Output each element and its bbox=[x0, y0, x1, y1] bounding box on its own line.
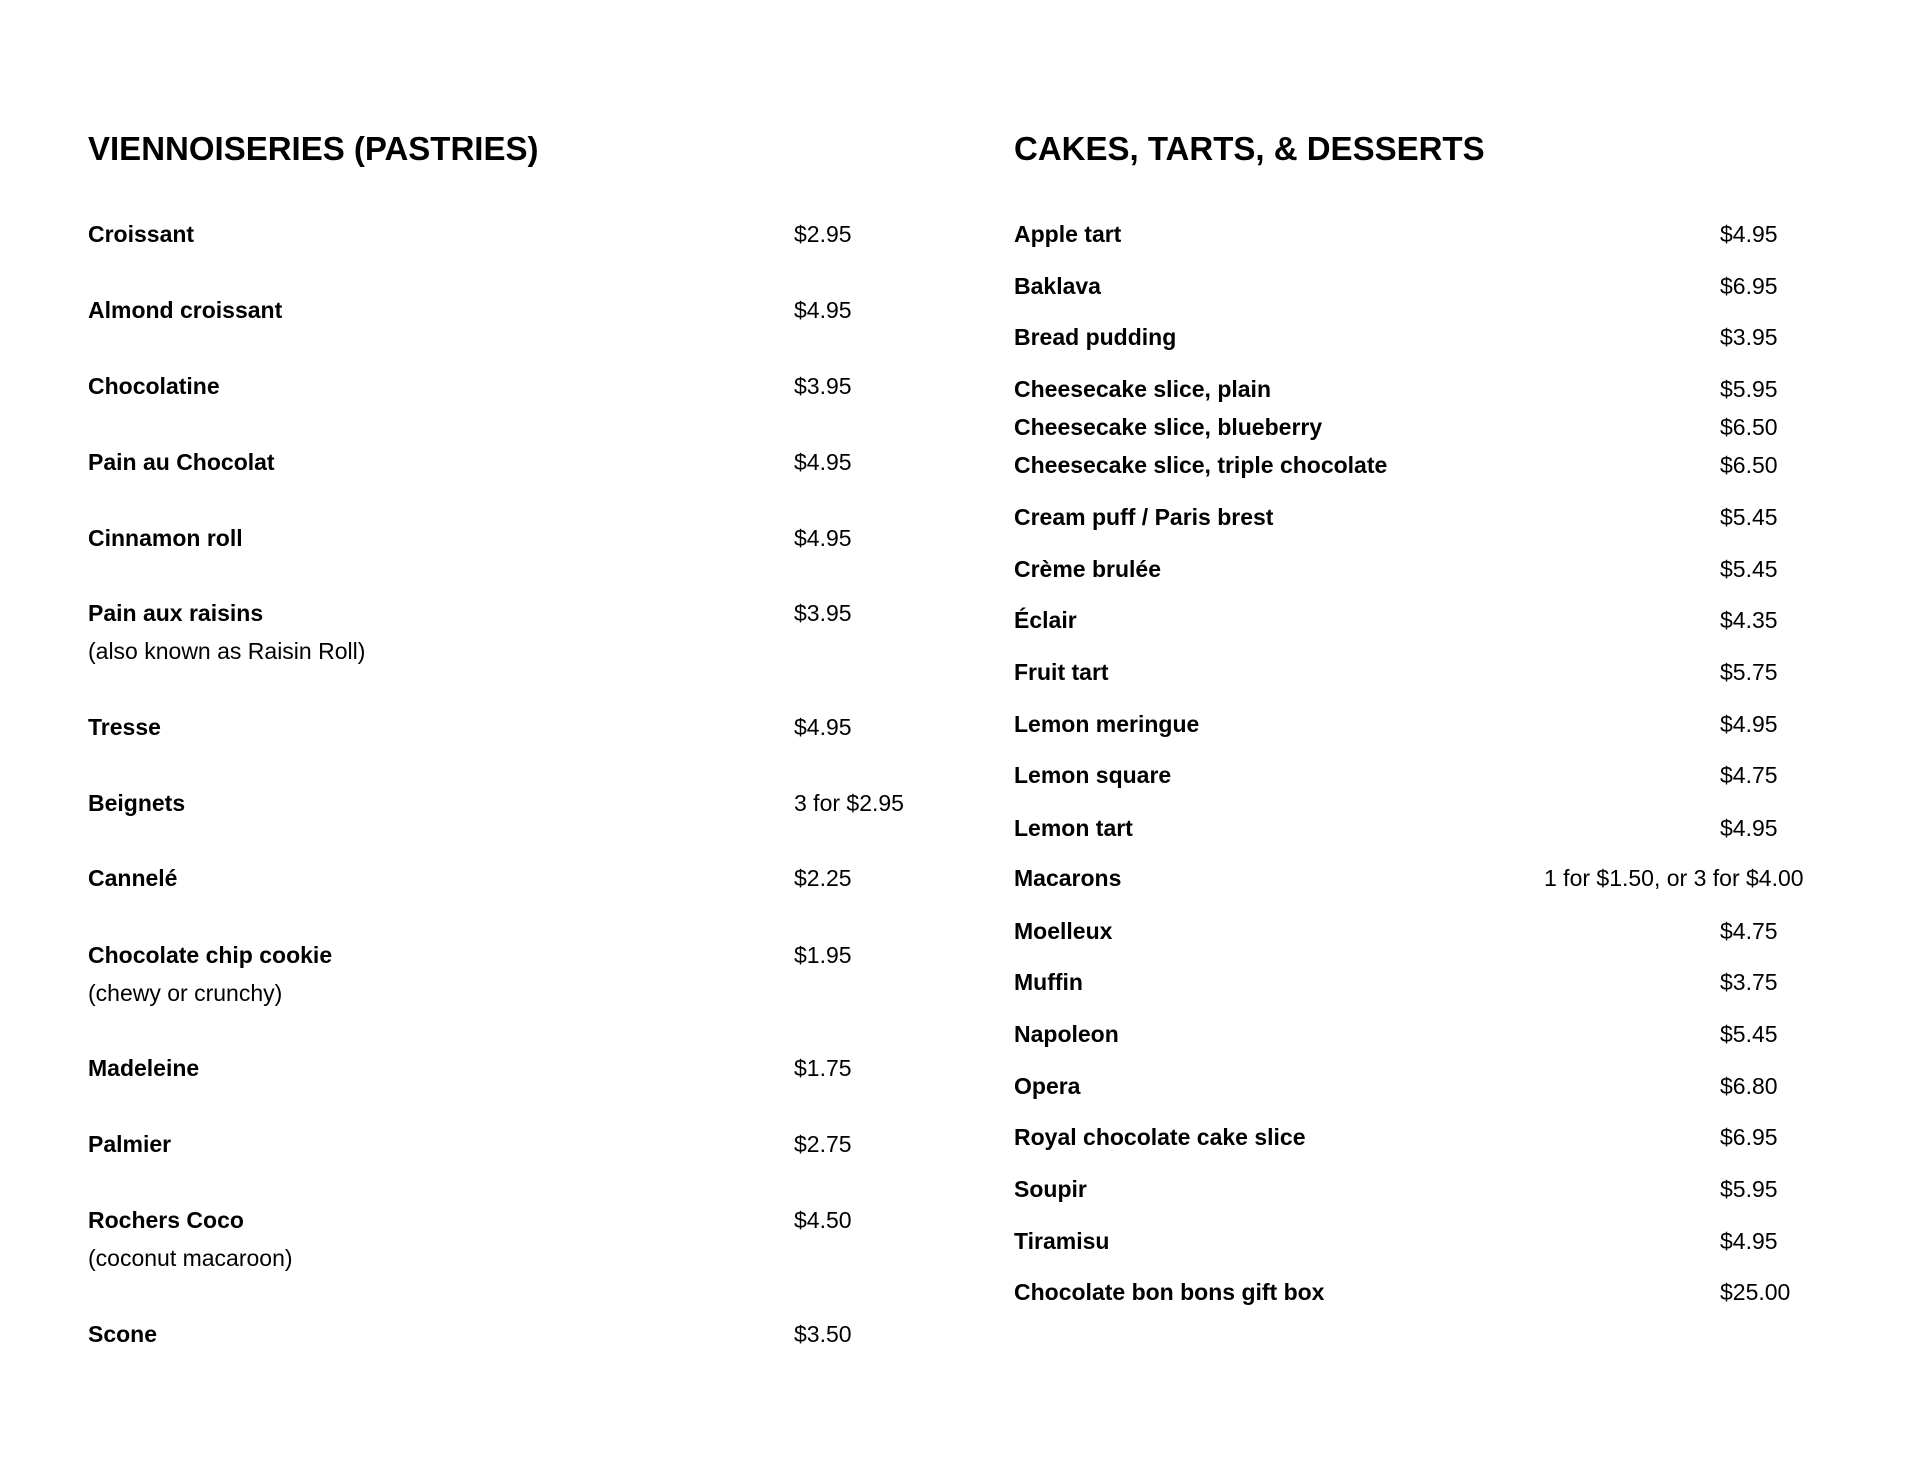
item-price: $5.45 bbox=[1720, 1021, 1778, 1047]
item-price: $4.95 bbox=[1720, 711, 1778, 737]
item-price: $25.00 bbox=[1720, 1279, 1791, 1305]
item-price: $3.75 bbox=[1720, 969, 1778, 995]
item-name: Cinnamon roll bbox=[88, 525, 243, 551]
item-name: Scone bbox=[88, 1321, 158, 1347]
menu-item bbox=[88, 598, 263, 628]
menu-item bbox=[88, 1205, 244, 1235]
item-name: Cheesecake slice, blueberry bbox=[1014, 414, 1323, 440]
menu-item bbox=[1014, 502, 1273, 532]
menu-item bbox=[1014, 450, 1387, 480]
menu-item bbox=[1014, 916, 1112, 946]
item-price: $6.95 bbox=[1720, 273, 1778, 299]
item-name: Croissant bbox=[88, 221, 195, 247]
menu-item bbox=[88, 1129, 171, 1159]
item-name: Muffin bbox=[1014, 969, 1083, 995]
menu-item bbox=[88, 447, 275, 477]
item-name: Chocolate chip cookie bbox=[88, 942, 333, 968]
item-name: Tresse bbox=[88, 714, 161, 740]
item-price: $2.25 bbox=[794, 865, 852, 891]
menu-item bbox=[1014, 709, 1199, 739]
item-name: Lemon meringue bbox=[1014, 711, 1200, 737]
item-name: Opera bbox=[1014, 1073, 1081, 1099]
item-name: Cheesecake slice, plain bbox=[1014, 376, 1271, 402]
menu-item bbox=[1014, 1122, 1306, 1152]
item-price: $4.95 bbox=[794, 449, 852, 475]
menu-item bbox=[88, 788, 185, 818]
item-note: (coconut macaroon) bbox=[88, 1245, 293, 1271]
item-name: Éclair bbox=[1014, 607, 1077, 633]
item-price: $4.95 bbox=[794, 297, 852, 323]
menu-item bbox=[88, 295, 282, 325]
menu-item bbox=[1014, 605, 1077, 635]
item-price: $3.50 bbox=[794, 1321, 852, 1347]
item-name: Fruit tart bbox=[1014, 659, 1109, 685]
item-price: $5.95 bbox=[1720, 1176, 1778, 1202]
menu-item bbox=[88, 940, 332, 970]
item-price: $5.45 bbox=[1720, 504, 1778, 530]
item-name: Almond croissant bbox=[88, 297, 283, 323]
menu-item bbox=[1014, 322, 1176, 352]
item-price: $5.75 bbox=[1720, 659, 1778, 685]
item-name: Madeleine bbox=[88, 1055, 200, 1081]
item-price: $3.95 bbox=[794, 600, 852, 626]
item-price: $6.80 bbox=[1720, 1073, 1778, 1099]
item-price: $5.45 bbox=[1720, 556, 1778, 582]
item-price: $3.95 bbox=[794, 373, 852, 399]
menu-item bbox=[1014, 374, 1271, 404]
item-name: Cheesecake slice, triple chocolate bbox=[1014, 452, 1388, 478]
item-name: Lemon square bbox=[1014, 762, 1172, 788]
item-name: Crème brulée bbox=[1014, 556, 1162, 582]
item-name: Bread pudding bbox=[1014, 324, 1177, 350]
menu-item bbox=[88, 371, 220, 401]
menu-item bbox=[1014, 1174, 1087, 1204]
menu-item bbox=[1014, 760, 1171, 790]
menu-item bbox=[1014, 219, 1121, 249]
item-name: Napoleon bbox=[1014, 1021, 1119, 1047]
item-price: $1.75 bbox=[794, 1055, 852, 1081]
item-name: Tiramisu bbox=[1014, 1228, 1110, 1254]
menu-item bbox=[88, 712, 161, 742]
item-name: Soupir bbox=[1014, 1176, 1087, 1202]
item-price: $4.95 bbox=[794, 525, 852, 551]
item-name: Macarons bbox=[1014, 865, 1122, 891]
item-name: Moelleux bbox=[1014, 918, 1113, 944]
item-name: Chocolatine bbox=[88, 373, 220, 399]
menu-item bbox=[1014, 967, 1083, 997]
item-price: $5.95 bbox=[1720, 376, 1778, 402]
item-name: Apple tart bbox=[1014, 221, 1122, 247]
item-price: $4.95 bbox=[794, 714, 852, 740]
item-note: (chewy or crunchy) bbox=[88, 980, 283, 1006]
item-name: Lemon tart bbox=[1014, 815, 1133, 841]
item-price: $1.95 bbox=[794, 942, 852, 968]
menu-item bbox=[88, 219, 194, 249]
item-price: 1 for $1.50, or 3 for $4.00 bbox=[1544, 865, 1804, 891]
item-name: Beignets bbox=[88, 790, 186, 816]
item-price: $4.35 bbox=[1720, 607, 1778, 633]
item-price: $4.75 bbox=[1720, 918, 1778, 944]
item-price: 3 for $2.95 bbox=[794, 790, 904, 816]
item-price: $4.95 bbox=[1720, 1228, 1778, 1254]
item-name: Rochers Coco bbox=[88, 1207, 244, 1233]
menu-item bbox=[1014, 412, 1322, 442]
item-price: $2.75 bbox=[794, 1131, 852, 1157]
item-name: Cream puff / Paris brest bbox=[1014, 504, 1274, 530]
item-price: $2.95 bbox=[794, 221, 852, 247]
item-name: Baklava bbox=[1014, 273, 1101, 299]
menu-item bbox=[1014, 1277, 1324, 1307]
menu-item bbox=[1014, 863, 1121, 893]
item-name: Pain au Chocolat bbox=[88, 449, 275, 475]
menu-item bbox=[1014, 657, 1109, 687]
item-name: Chocolate bon bons gift box bbox=[1014, 1279, 1325, 1305]
menu-item bbox=[88, 523, 243, 553]
item-name: Cannelé bbox=[88, 865, 178, 891]
pastries-heading: VIENNOISERIES (PASTRIES) bbox=[88, 130, 539, 167]
menu-item bbox=[1014, 271, 1101, 301]
item-note: (also known as Raisin Roll) bbox=[88, 638, 366, 664]
menu-item bbox=[1014, 554, 1161, 584]
item-price: $4.95 bbox=[1720, 221, 1778, 247]
menu-item bbox=[1014, 1019, 1119, 1049]
menu-item bbox=[1014, 1071, 1080, 1101]
item-price: $6.95 bbox=[1720, 1124, 1778, 1150]
item-price: $4.95 bbox=[1720, 815, 1778, 841]
menu-item bbox=[1014, 813, 1133, 843]
menu-item bbox=[1014, 1226, 1109, 1256]
item-name: Pain aux raisins bbox=[88, 600, 264, 626]
menu-item bbox=[88, 1053, 199, 1083]
item-name: Royal chocolate cake slice bbox=[1014, 1124, 1306, 1150]
desserts-heading: CAKES, TARTS, & DESSERTS bbox=[1014, 130, 1485, 167]
menu-item bbox=[88, 1319, 157, 1349]
item-price: $4.50 bbox=[794, 1207, 852, 1233]
item-price: $3.95 bbox=[1720, 324, 1778, 350]
item-price: $6.50 bbox=[1720, 414, 1778, 440]
item-price: $6.50 bbox=[1720, 452, 1778, 478]
item-name: Palmier bbox=[88, 1131, 172, 1157]
menu-item bbox=[88, 863, 177, 893]
item-price: $4.75 bbox=[1720, 762, 1778, 788]
